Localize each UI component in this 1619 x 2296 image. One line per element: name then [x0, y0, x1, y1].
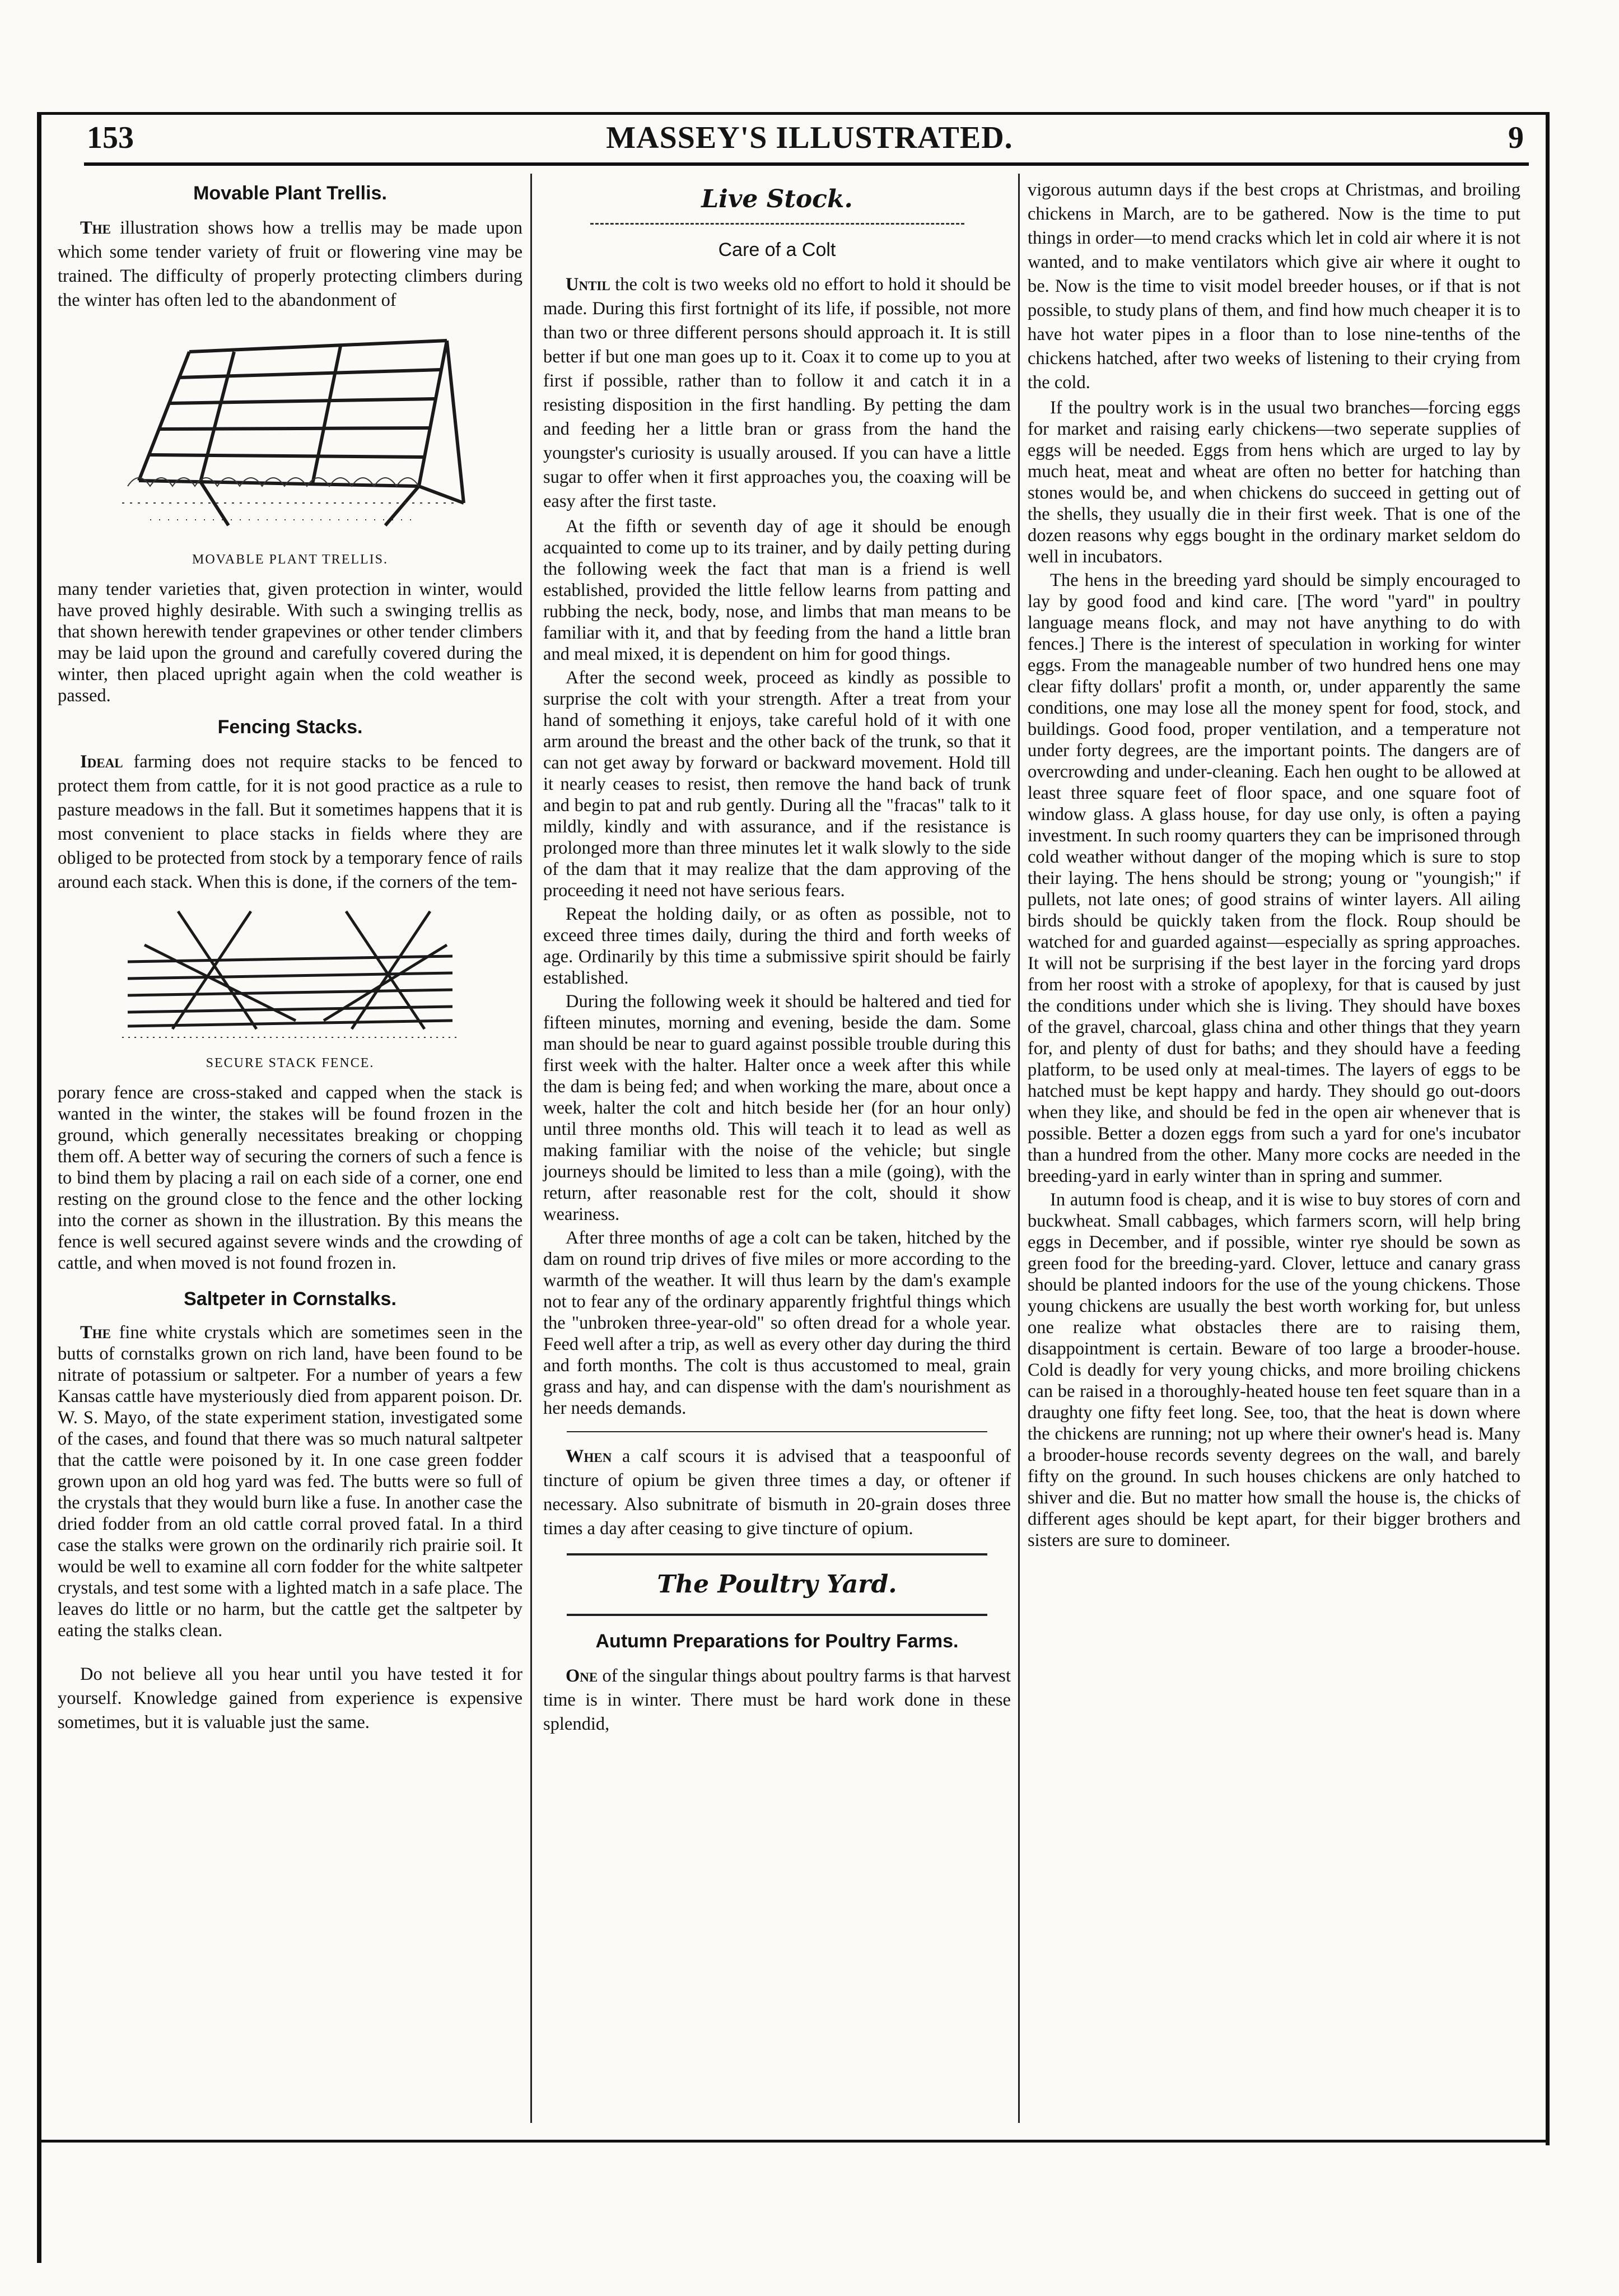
page-border-left	[37, 112, 41, 2263]
column-3	[1028, 178, 1520, 1553]
column-divider-2	[1018, 174, 1020, 2123]
fencing-para-1	[58, 750, 522, 895]
colt-para-4: Repeat the holding daily, or as often as possible, not to exceed three times daily, during the third and forth weeks of age. Ordinarily by this time a submissive spirit should be fairly established.	[543, 904, 1011, 988]
colt-para-1-text: the colt is two weeks old no effort to hold it should be made. During this first fortnight of its life, if possible, not more than two or three different persons should approach it. It is still better if but one man goes up to it. Coax it to come up to you at first if possible, rather than to follow it and catch it in a resisting disposition in the first handling. By petting the dam and feeding her a little bran or grass from the hand the youngster's curiosity is usually aroused. If you can have a little sugar to offer when it first approaches you, the coaxing will be easy after the first taste.	[543, 274, 1011, 511]
page-border-right	[1546, 112, 1550, 2145]
colt-para-5: During the following week it should be haltered and tied for fifteen minutes, morning and evening, beside the dam. Some man should be near to guard against possible trouble during this first week with the halter. Halter once a week after this while the dam is being fed; and when working the mare, about once a week, halter the colt and hitch beside her (for an hour only) until three months old. This will teach it to lead as well as making familiar with the noise of the vehicle; but single journeys should be limited to less than a mile (going), with the return, after reasonable rest for the colt, should it show weariness.	[543, 991, 1011, 1224]
magazine-title: MASSEY'S ILLUSTRATED.	[606, 120, 1013, 155]
saltpeter-lead-word: The	[80, 1322, 111, 1343]
poultry-cont-para-1: vigorous autumn days if the best crops at Christmas, and broiling chickens in March, are to be gathered. Now is the time to put things in order—to mend cracks which let in cold air where it is not wanted, and to make ventilators which give air where it ought to be. Now is the time to visit model breeder houses, or if that is not possible, to study plans of them, and find how much cheaper it is to have hot water pipes in a floor than to lose nine-tenths of the chickens hatched, after two weeks of listening to their crying from the cold.	[1028, 180, 1520, 393]
poultry-section-title: The Poultry Yard.	[657, 1570, 897, 1599]
trellis-para-1	[58, 216, 522, 313]
colt-para-6: After three months of age a colt can be taken, hitched by the dam on round trip drives of five miles or more according to the warmth of the weather. It will thus learn by the dam's example not to fear any of the ordinary apparently frightful things which the "unbroken three-year-old" so often dread for a whole year. Feed well after a trip, as well as every other day during the third and forth months. The colt is thus accustomed to meal, grain grass and hay, and can dispense with the dam's nourishment as her needs demands.	[543, 1228, 1011, 1418]
colt-para-2: At the fifth or seventh day of age it should be enough acquainted to come up to its trainer, and by daily petting during the following week the fact that man is a friend is well established, provided the little fellow learns from patting and rubbing the neck, body, nose, and limbs that man means to be familiar with it, and that by feeding from the hand a little bran and meal mixed, it is dependent on him for good things.	[543, 516, 1011, 664]
poultry-cont-para-3: The hens in the breeding yard should be simply encouraged to lay by good food and kind care. [The word "yard" in poultry language means flock, and may not have anything to do with fences.] There is the interest of speculation in working for winter eggs. From the manageable number of two hundred hens one may clear fifty dollars' profit a month, or, under apparently the same conditions, one may lose all the money spent for food, stock, and buildings. Good food, proper ventilation, and a temperature not under forty degrees, are the important points. The dangers are of overcrowding and under-cleaning. Each hen ought to be allowed at least three square feet of floor space, and one square foot of window glass. A glass house, for day use only, is often a paying investment. In such roomy quarters they can be imprisoned through cold weather without danger of the moping which is sure to stop their laying. The hens should be strong; young or "youngish;" if pullets, not late ones; of good strains of winter layers. All ailing birds should be quickly taken from the flock. Roup should be watched for and guarded against—especially as spring approaches. It will not be surprising if the best layer in the forcing yard drops from her roost with a stroke of apoplexy, for that is caused by just the conditions under which she is living. They should have boxes of the gravel, charcoal, glass china and other things that they yearn for, and plenty of dust for baths; and they should have a feeding platform, to be used only at meal-times. The layers of eggs to be hatched must be kept happy and hardy. They should go out-doors when they like, and should be fed in the open air whenever that is possible. Better a dozen eggs from such a yard for one's incubator than a hundred from the other. Many more cocks are needed in the breeding-yard in early winter than in spring and summer.	[1028, 570, 1520, 1186]
saltpeter-para	[58, 1322, 522, 1641]
calf-para-text: a calf scours it is advised that a teaspoonful of tincture of opium be given three times a day, or oftener if necessary. Also subnitrate of bismuth in 20-grain doses three times a day after ceasing to give tincture of opium.	[543, 1446, 1011, 1539]
trellis-caption: MOVABLE PLANT TRELLIS.	[192, 552, 389, 567]
poultry-heading: Autumn Preparations for Poultry Farms.	[595, 1631, 959, 1652]
colt-para-1	[543, 273, 1011, 514]
column-divider-1	[530, 174, 532, 2123]
colt-para-3: After the second week, proceed as kindly as possible to surprise the colt with your strength. After a treat from your hand of something it enjoys, take careful hold of it with one arm around the breast and the other back of the trunk, so that it can not get away by forward or backward movement. Hold till it nearly ceases to resist, then remove the hand back of trunk and begin to pat and rub gently. During all the "fracas" talk to it mildly, kindly and with assurance, and if the resistance is prolonged more than three minutes let it walk slowly to the side of the dam that it may realize that the dam approving of the proceeding it need not have serious fears.	[543, 668, 1011, 901]
trellis-heading: Movable Plant Trellis.	[193, 183, 387, 204]
poultry-top-rule	[567, 1553, 988, 1555]
page-number: 153	[87, 120, 134, 155]
poultry-lead-word: One	[566, 1666, 598, 1686]
fencing-para-2: porary fence are cross-staked and capped when the stack is wanted in the winter, the stakes will be found frozen in the ground, which generally necessitates breaking or chopping them off. A better way of securing the corners of such a fence is to bind them by placing a rail on each side of a corner, one end resting on the ground close to the fence and the other locking into the corner as shown in the illustration. By this means the fence is well secured against severe winds and the crowding of cattle, and when moved is not found frozen in.	[58, 1083, 522, 1273]
saltpeter-para-text: fine white crystals which are sometimes seen in the butts of cornstalks grown on rich land, have been found to be nitrate of potassium or saltpeter. For a number of years a few Kansas cattle have mysteriously died from apparent poison. Dr. W. S. Mayo, of the state experiment station, investigated some of the cases, and found that there was so much natural saltpeter that the cattle were poisoned by it. In one case green fodder grown upon an old hog yard was fed. The butts were so full of the crystals that they would burn like a fuse. In another case the dried fodder from an old cattle corral proved fatal. In a third case the stalks were grown on the ordinarily rich prairie soil. It would be well to examine all corn fodder for the white saltpeter crystals, and test some with a lighted match in a safe place. The leaves do little or no harm, but the cattle get the saltpeter by eating the stalks clean.	[58, 1322, 522, 1641]
colt-heading: Care of a Colt	[718, 239, 836, 260]
closing-note: Do not believe all you hear until you have tested it for yourself. Knowledge gained from experience is expensive sometimes, but it is valuable just the same.	[58, 1664, 522, 1733]
live-stock-rule	[590, 223, 964, 225]
fencing-para-1-text: farming does not require stacks to be fenced to protect them from cattle, for it is not good practice as a rule to pasture meadows in the fall. But it sometimes happens that it is most convenient to place stacks in fields where they are obliged to be protected from stock by a temporary fence of rails around each stack. When this is done, if the corners of the tem-	[58, 752, 522, 892]
calf-para	[543, 1445, 1011, 1541]
live-stock-section-title: Live Stock.	[701, 185, 853, 213]
saltpeter-heading: Saltpeter in Cornstalks.	[184, 1288, 396, 1310]
poultry-cont-para-2: If the poultry work is in the usual two branches—forcing eggs for market and raising early chickens—two seperate supplies of eggs will be needed. Eggs from hens which are urged to lay by much heat, meat and wheat are often no better for hatching than stones would be, and when chickens do succeed in getting out of the shells, they usually die in their first week. That is one of the dozen reasons why eggs bought in the ordinary market seldom do well in incubators.	[1028, 398, 1520, 567]
fencing-lead-word: Ideal	[80, 752, 123, 772]
issue-page-number: 9	[1508, 120, 1524, 155]
colt-lead-word: Until	[566, 274, 610, 295]
column-2	[543, 178, 1011, 1739]
stack-fence-engraving-icon	[111, 900, 469, 1046]
trellis-para-1-text: illustration shows how a trellis may be made upon which some tender variety of fruit or flowering vine may be trained. The difficulty of properly protecting climbers during the winter has often led to the abandonment of	[58, 218, 522, 310]
poultry-bottom-rule	[567, 1614, 988, 1616]
header-rule	[84, 162, 1529, 166]
fence-caption: SECURE STACK FENCE.	[206, 1056, 375, 1070]
fencing-heading: Fencing Stacks.	[217, 716, 363, 738]
column-1	[58, 178, 522, 1737]
page-border-bottom	[37, 2140, 1549, 2143]
trellis-lead-word: The	[80, 218, 111, 238]
poultry-para	[543, 1664, 1011, 1736]
poultry-para-text: of the singular things about poultry farms is that harvest time is in winter. There must be hard work done in these splendid,	[543, 1666, 1011, 1734]
calf-rule	[567, 1431, 988, 1432]
trellis-engraving-icon	[105, 318, 475, 542]
trellis-para-2: many tender varieties that, given protection in winter, would have proved highly desirable. With such a swinging trellis as that shown herewith tender grapevines or other tender climbers may be laid upon the ground and carefully covered during the winter, then placed upright again when the cold weather is passed.	[58, 579, 522, 706]
calf-lead-word: When	[566, 1446, 612, 1466]
poultry-cont-para-4: In autumn food is cheap, and it is wise to buy stores of corn and buckwheat. Small cabbages, which farmers scorn, will help bring eggs in December, and if possible, winter rye should be sown as green food for the breeding-yard. Clover, lettuce and canary grass should be planted indoors for the use of the young chickens. Those young chickens are usually the best worth working for, but unless one realize what obstacles there are to raising them, disappointment is certain. Beware of too large a brooder-house. Cold is deadly for very young chicks, and more broiling chickens can be raised in a thoroughly-heated house ten feet square than in a draughty one fifty feet long. See, too, that the heat is down where the chickens are running; not up where their owner's head is. Many a brooder-house records seventy degrees on the wall, and barely fifty on the ground. In such houses chickens are only hatched to shiver and die. But no matter how small the house is, the chicks of different ages should be kept apart, for their bigger brothers and sisters are sure to domineer.	[1028, 1190, 1520, 1550]
